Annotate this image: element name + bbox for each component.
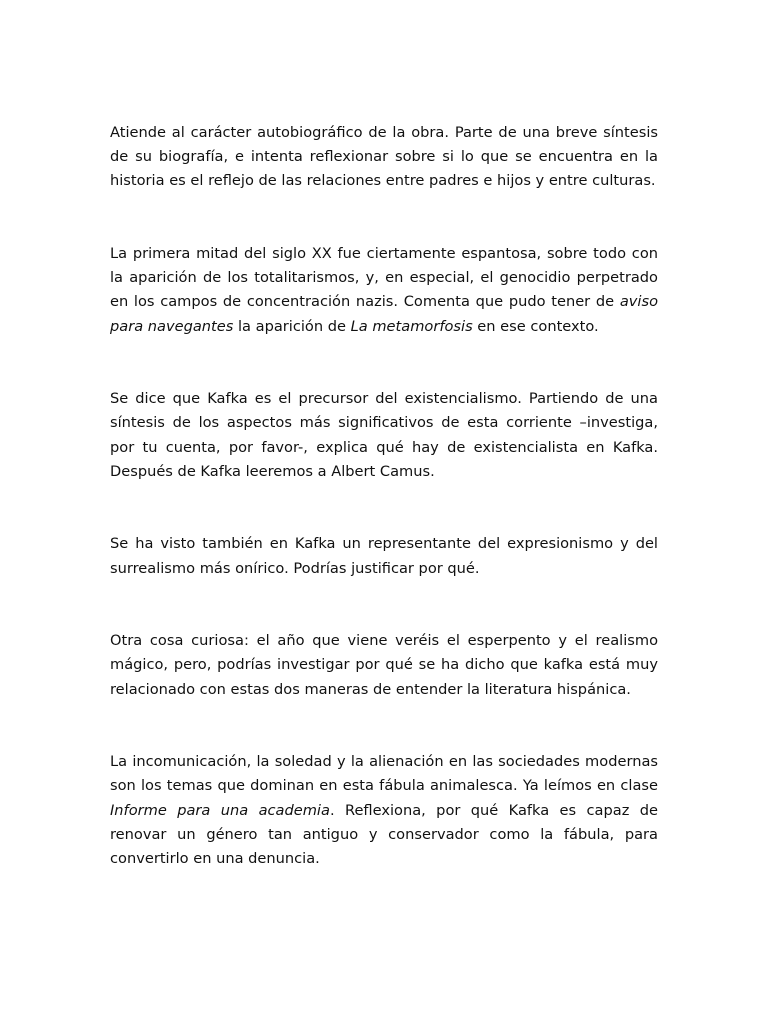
- paragraph-3: [110, 387, 658, 484]
- paragraph-text: Se dice que Kafka es el precursor del existencialismo. Partiendo de una síntesis de los aspectos más significativos de esta corriente –investiga, por tu cuenta, por favor-, explica qué hay de existencialista en Kafka. Después de Kafka leeremos a Albert Camus.: [110, 390, 658, 480]
- italic-title: Informe para una academia: [110, 801, 330, 819]
- paragraph-text: en ese contexto.: [472, 317, 599, 335]
- italic-title: La metamorfosis: [350, 317, 473, 335]
- paragraph-4: [110, 532, 658, 580]
- paragraph-5: [110, 629, 658, 702]
- paragraph-1: [110, 121, 658, 194]
- paragraph-2: [110, 242, 658, 339]
- paragraph-text: Atiende al carácter autobiográfico de la obra. Parte de una breve síntesis de su biografía, e intenta reflexionar sobre si lo que se encuentra en la historia es el reflejo de las relaciones entre padres e hijos y entre culturas.: [110, 124, 658, 190]
- paragraph-text: La primera mitad del siglo XX fue ciertamente espantosa, sobre todo con la aparición de los totalitarismos, y, en especial, el genocidio perpetrado en los campos de concentración nazis. Comenta que pudo tener de: [110, 245, 658, 311]
- italic-phrase: aviso para navegantes: [110, 293, 658, 335]
- paragraph-text: La incomunicación, la soledad y la alienación en las sociedades modernas son los temas que dominan en esta fábula animalesca. Ya leímos en clase: [110, 753, 658, 795]
- paragraph-text: Otra cosa curiosa: el año que viene veréis el esperpento y el realismo mágico, pero, podrías investigar por qué se ha dicho que kafka está muy relacionado con estas dos maneras de entender la literatura hispánica.: [110, 632, 658, 698]
- paragraph-6: [110, 750, 658, 871]
- document-body: [110, 121, 658, 920]
- paragraph-text: . Reflexiona, por qué Kafka es capaz de renovar un género tan antiguo y conservador como la fábula, para convertirlo en una denuncia.: [110, 801, 658, 868]
- paragraph-text: Se ha visto también en Kafka un representante del expresionismo y del surrealismo más onírico. Podrías justificar por qué.: [110, 535, 658, 577]
- paragraph-text: la aparición de: [233, 317, 351, 335]
